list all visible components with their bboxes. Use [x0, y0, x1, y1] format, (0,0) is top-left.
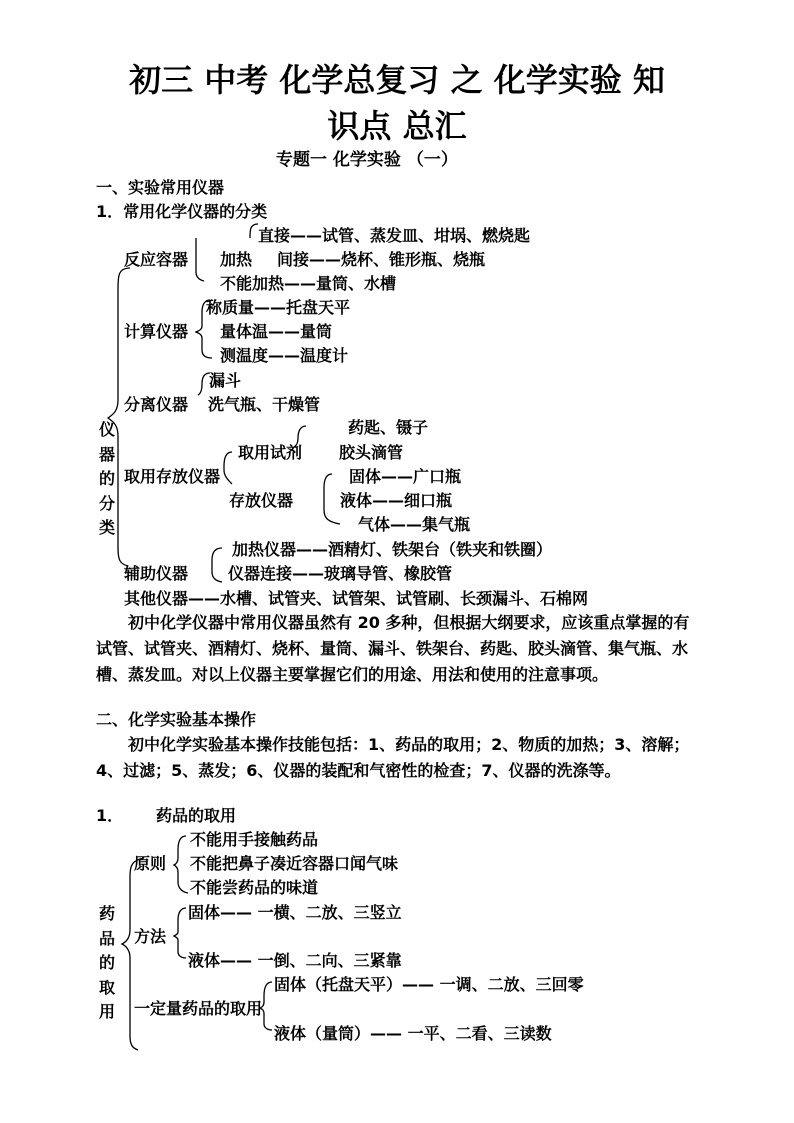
- store-liquid: 液体——细口瓶: [340, 491, 453, 510]
- page-title-line-1: 初三 中考 化学总复习 之 化学实验 知: [129, 61, 665, 99]
- take-dropper: 胶头滴管: [339, 443, 404, 462]
- principle-3: 不能尝药品的味道: [190, 878, 319, 897]
- brace-take-store: [224, 452, 232, 484]
- take-store-instruments-label: 取用存放仪器: [124, 467, 221, 486]
- page-title-line-2: 识点 总汇: [327, 107, 467, 145]
- principle-1: 不能用手接触药品: [190, 830, 319, 849]
- reaction-container-label: 反应容器: [124, 250, 189, 269]
- separation-instruments-label: 分离仪器: [124, 395, 189, 414]
- take-reagent-label: 取用试剂: [238, 443, 303, 462]
- measuring-instruments-label: 计算仪器: [124, 322, 189, 341]
- vertical-label-taking: [97, 902, 117, 1025]
- reaction-no-heat: 不能加热——量筒、水槽: [220, 274, 397, 293]
- brace-store: [324, 474, 340, 524]
- separation-funnel: 漏斗: [209, 371, 242, 390]
- measure-mass: 称质量——托盘天平: [206, 298, 351, 317]
- instruments-paragraph: 初中化学仪器中常用仪器虽然有 20 多种，但根据大纲要求，应该重点掌握的有试管、试管夹、酒精灯、烧杯、量筒、漏斗、铁架台、药匙、胶头滴管、集气瓶、水槽、蒸发皿。对以上仪器主要掌握它们的用途、用法和使用的注意事项。: [96, 613, 690, 684]
- method-label: 方法: [134, 927, 167, 946]
- take-spoon-tweezers: 药匙、镊子: [348, 418, 429, 437]
- measure-temperature: 测温度——温度计: [220, 346, 349, 365]
- section-heading-instruments: 一、实验常用仪器: [96, 178, 225, 197]
- basic-operations-paragraph: 初中化学实验基本操作技能包括：1、药品的取用；2、物质的加热；3、溶解；4、过滤；5、蒸发；6、仪器的装配和气密性的检查；7、仪器的洗涤等。: [96, 735, 690, 780]
- reaction-direct-heat: 直接——试管、蒸发皿、坩埚、燃烧匙: [258, 226, 531, 245]
- brace-method: [174, 908, 186, 958]
- brace-reaction: [250, 224, 258, 238]
- quantity-label: 一定量药品的取用: [134, 999, 263, 1018]
- method-liquid: 液体—— 一倒、二向、三紧靠: [188, 951, 402, 970]
- brace-aux: [212, 548, 222, 582]
- item-1-number: 1．: [96, 806, 124, 825]
- measure-volume: 量体温——量筒: [220, 322, 333, 341]
- quantity-liquid: 液体（量筒）—— 一平、二看、三读数: [274, 1024, 552, 1043]
- principle-2: 不能把鼻子凑近容器口闻气味: [190, 854, 399, 873]
- aux-connection: 仪器连接——玻璃导管、橡胶管: [228, 564, 453, 583]
- reaction-heat-label: 加热: [220, 250, 253, 269]
- auxiliary-instruments-label: 辅助仪器: [124, 564, 189, 583]
- vertical-label-taking-text: 药品的取用: [98, 904, 115, 1021]
- method-solid: 固体—— 一横、二放、三竖立: [188, 903, 402, 922]
- principle-label: 原则: [134, 854, 167, 873]
- subheading-classification: 1．常用化学仪器的分类: [96, 202, 268, 221]
- store-instruments-label: 存放仪器: [229, 491, 294, 510]
- other-instruments: 其他仪器——水槽、试管夹、试管架、试管刷、长颈漏斗、石棉网: [124, 589, 589, 608]
- vertical-label-classification: [97, 418, 117, 541]
- store-gas: 气体——集气瓶: [358, 515, 471, 534]
- separation-items: 洗气瓶、干燥管: [208, 395, 321, 414]
- aux-heating: 加热仪器——酒精灯、铁架台（铁夹和铁圈）: [232, 540, 553, 559]
- brace-main-taking: [122, 858, 144, 1050]
- page-subtitle: 专题一 化学实验 （一）: [276, 150, 458, 170]
- vertical-label-text: 仪器的分类: [98, 420, 115, 537]
- reaction-indirect-heat: 间接——烧杯、锥形瓶、烧瓶: [277, 250, 486, 269]
- brace-reaction-heat: [196, 238, 204, 281]
- brace-principle: [174, 836, 188, 893]
- store-solid: 固体——广口瓶: [349, 467, 462, 486]
- quantity-solid: 固体（托盘天平）—— 一调、二放、三回零: [274, 975, 584, 994]
- item-1-title: 药品的取用: [156, 806, 237, 825]
- section-heading-basic-operations: 二、化学实验基本操作: [96, 710, 257, 729]
